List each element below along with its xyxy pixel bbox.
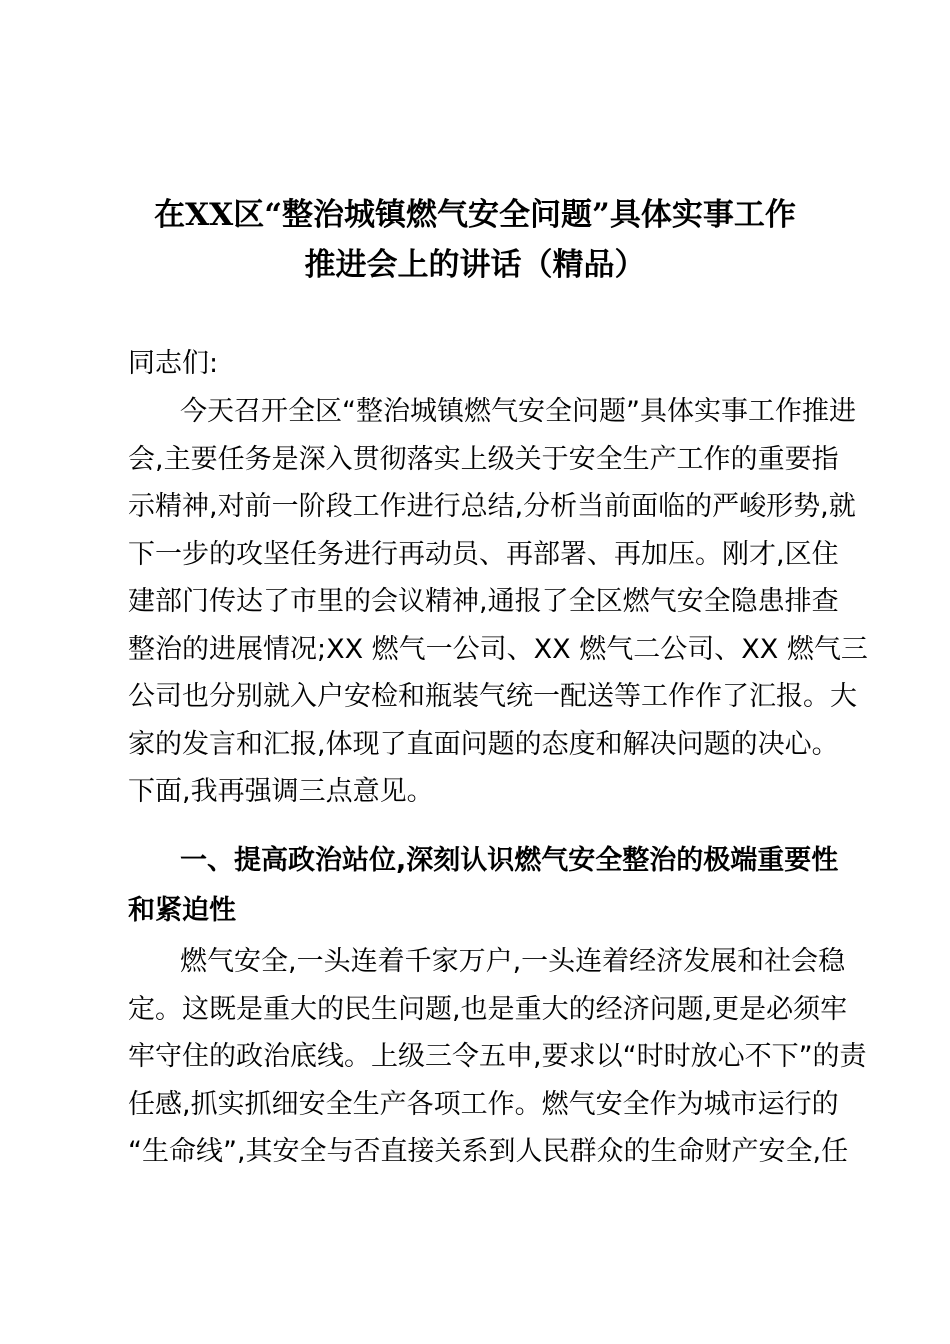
paragraph-line: 下面,我再强调三点意见。 bbox=[128, 776, 434, 807]
salutation: 同志们: bbox=[128, 348, 219, 379]
paragraph-line: 示精神,对前一阶段工作进行总结,分析当前面临的严峻形势,就 bbox=[128, 491, 856, 522]
paragraph-line: 会,主要任务是深入贯彻落实上级关于安全生产工作的重要指 bbox=[128, 444, 839, 475]
paragraph-line: 燃气安全,一头连着千家万户,一头连着经济发展和社会稳 bbox=[180, 946, 846, 977]
section-heading-line: 和紧迫性 bbox=[128, 895, 236, 926]
section-heading-line: 一、提高政治站位,深刻认识燃气安全整治的极端重要性 bbox=[180, 845, 839, 876]
paragraph-line: 下一步的攻坚任务进行再动员、再部署、再加压。刚才,区住 bbox=[128, 539, 839, 570]
paragraph-line: 任感,抓实抓细安全生产各项工作。燃气安全作为城市运行的 bbox=[128, 1089, 839, 1120]
paragraph-line: 建部门传达了市里的会议精神,通报了全区燃气安全隐患排查 bbox=[128, 586, 839, 617]
document-title-line-2: 推进会上的讲话（精品） bbox=[304, 247, 646, 283]
paragraph-line: 整治的进展情况;XX 燃气一公司、XX 燃气二公司、XX 燃气三 bbox=[128, 634, 868, 665]
paragraph-line: 今天召开全区“整治城镇燃气安全问题”具体实事工作推进 bbox=[180, 396, 856, 427]
paragraph-line: 家的发言和汇报,体现了直面问题的态度和解决问题的决心。 bbox=[128, 729, 839, 760]
paragraph-line: 牢守住的政治底线。上级三令五申,要求以“时时放心不下”的责 bbox=[128, 1041, 867, 1072]
document-title-line-1: 在XX区“整治城镇燃气安全问题”具体实事工作 bbox=[154, 197, 796, 233]
paragraph-line: 公司也分别就入户安检和瓶装气统一配送等工作作了汇报。大 bbox=[128, 681, 857, 712]
paragraph-line: 定。这既是重大的民生问题,也是重大的经济问题,更是必须牢 bbox=[128, 994, 848, 1025]
paragraph-line: “生命线”,其安全与否直接关系到人民群众的生命财产安全,任 bbox=[128, 1136, 849, 1167]
